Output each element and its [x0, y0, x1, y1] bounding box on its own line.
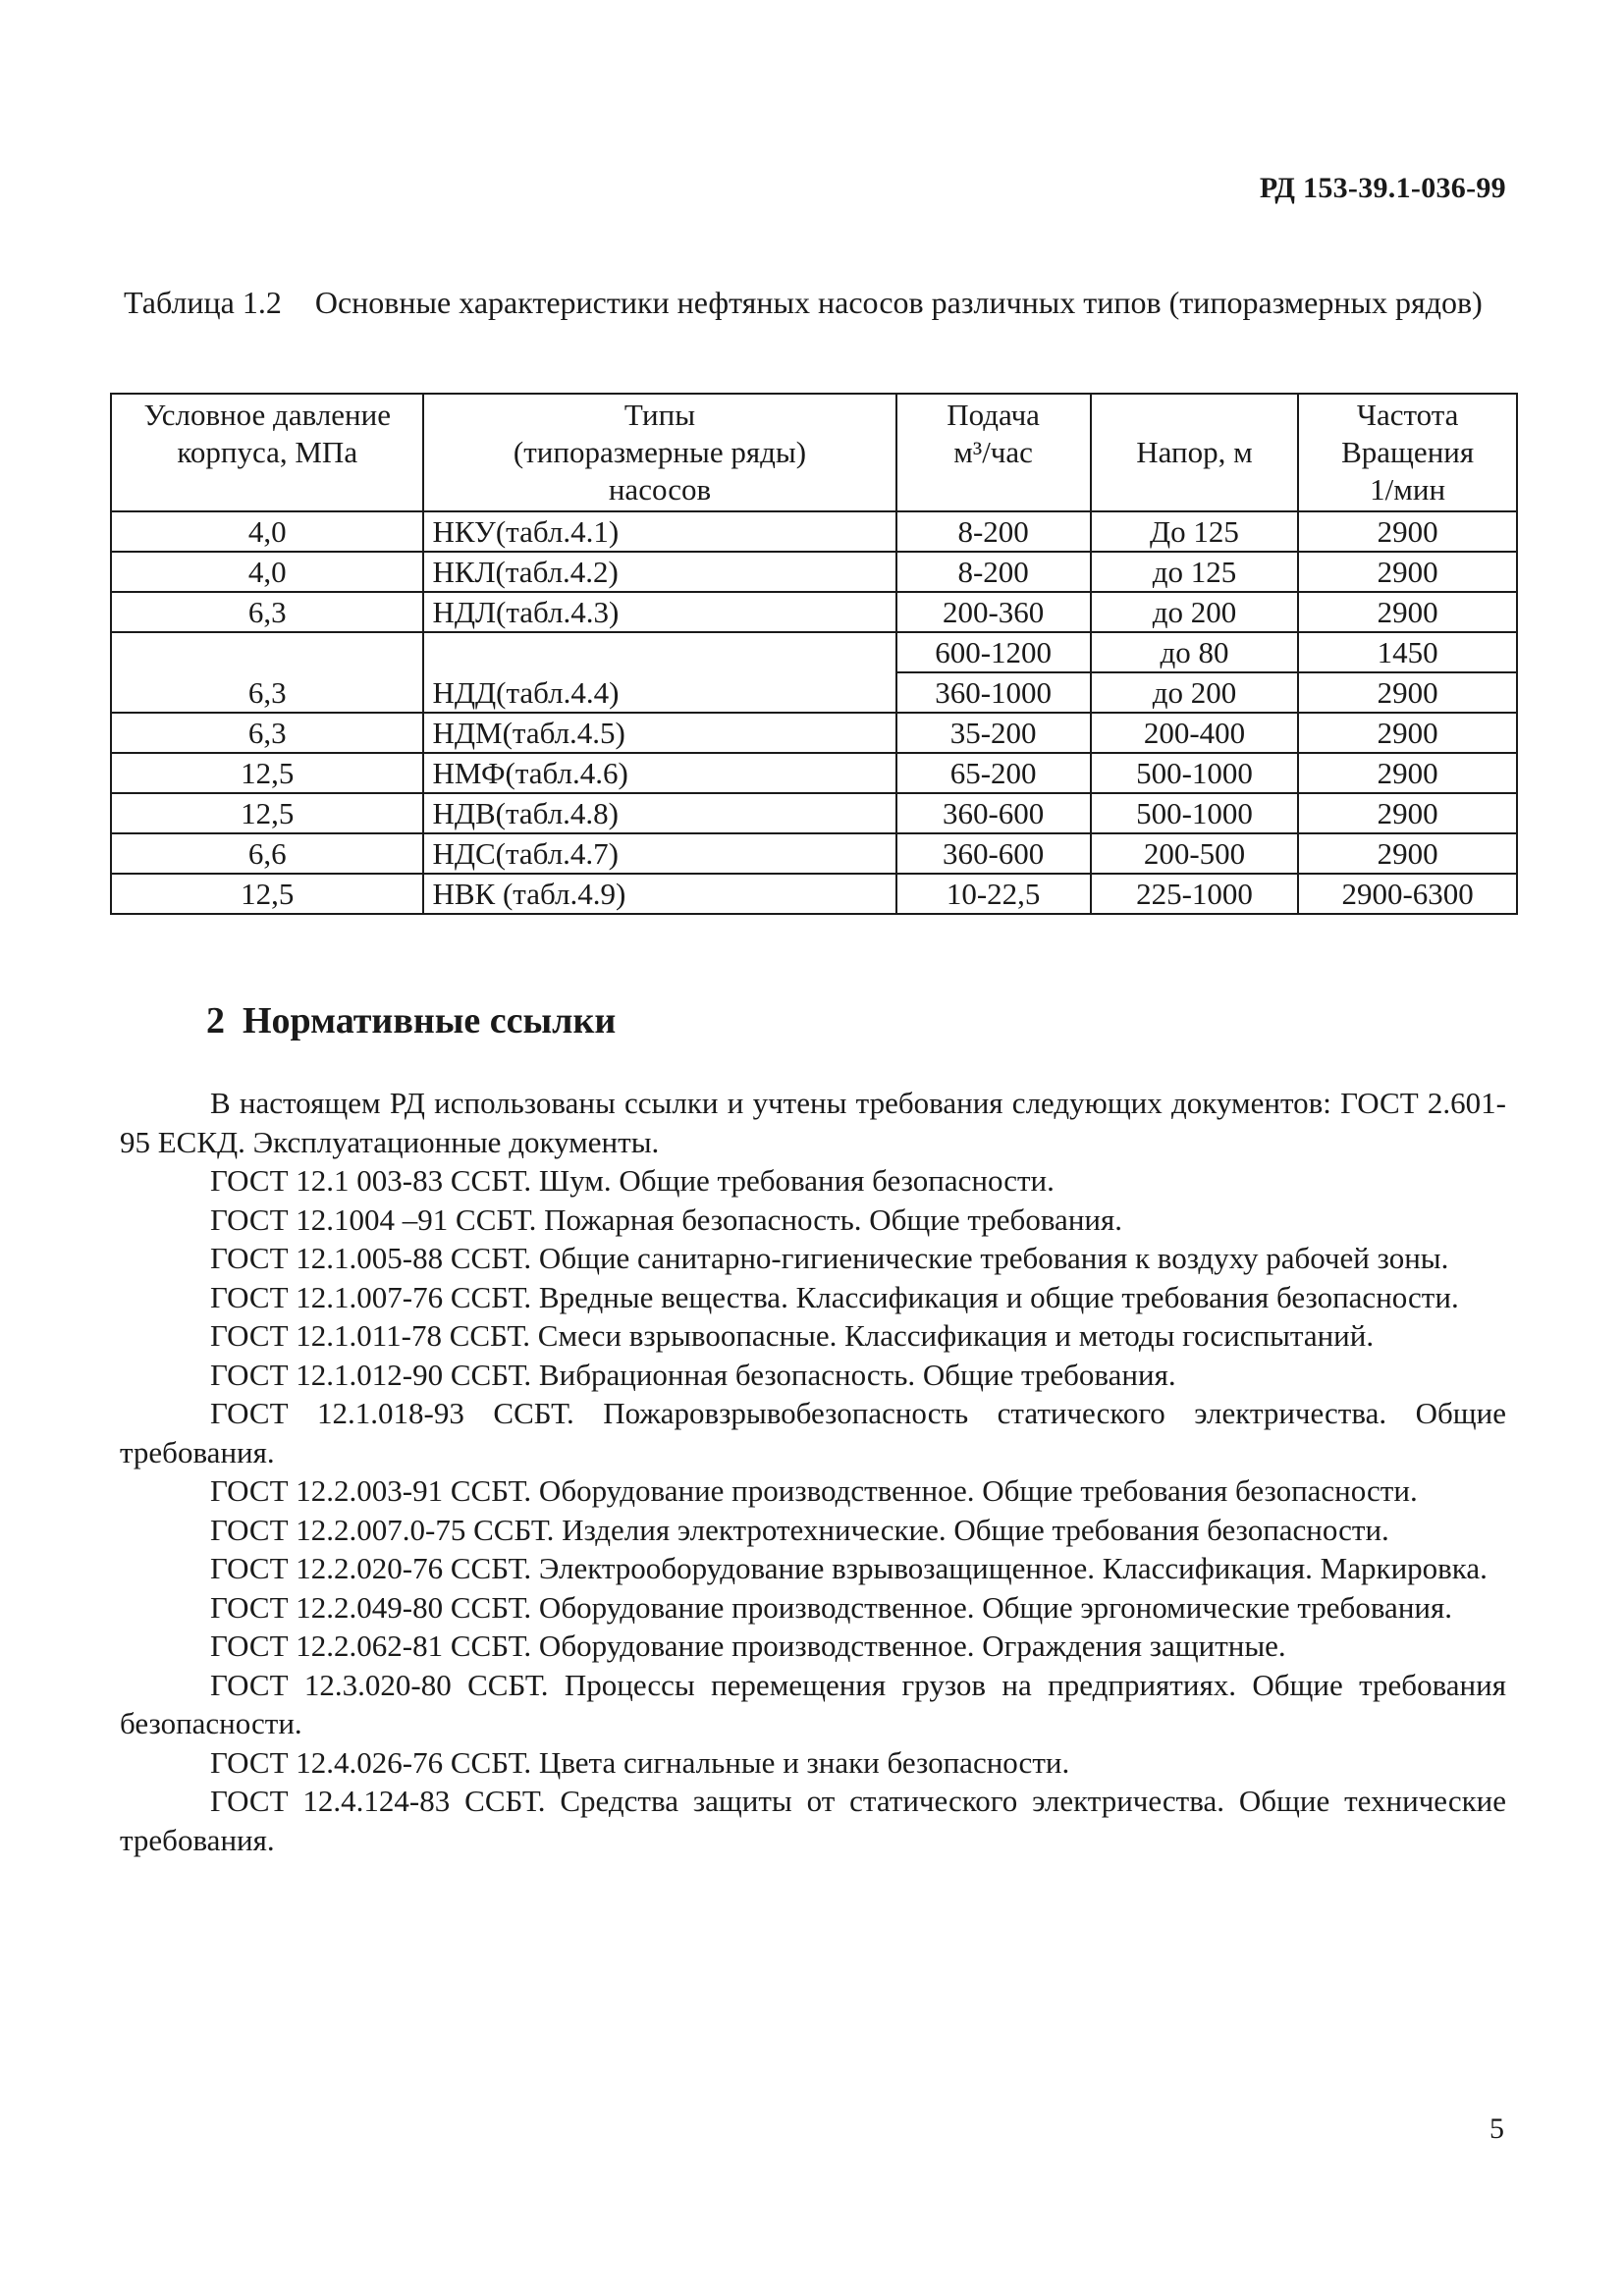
cell-flow: 360-600	[896, 833, 1091, 874]
reference-paragraph: ГОСТ 12.2.020-76 ССБТ. Электрооборудование взрывозащищенное. Классификация. Маркировка.	[210, 1551, 1488, 1585]
table-row	[111, 753, 1517, 793]
cell-head: До 125	[1091, 511, 1299, 552]
table-caption-text: Основные характеристики нефтяных насосов различных типов (типоразмерных рядов)	[314, 285, 1483, 320]
cell-type: НМФ(табл.4.6)	[423, 753, 895, 793]
cell-pressure: 12,5	[111, 874, 423, 914]
reference-paragraph: ГОСТ 12.2.062-81 ССБТ. Оборудование производственное. Ограждения защитные.	[210, 1629, 1286, 1663]
cell-flow: 600-1200	[896, 632, 1091, 672]
cell-head: до 80	[1091, 632, 1299, 672]
cell-pressure: 6,3	[111, 592, 423, 632]
cell-speed: 2900	[1298, 592, 1517, 632]
cell-speed: 2900	[1298, 511, 1517, 552]
cell-type: НКЛ(табл.4.2)	[423, 552, 895, 592]
header-speed	[1298, 394, 1517, 511]
cell-pressure: 6,3	[111, 713, 423, 753]
reference-paragraph: ГОСТ 12.4.026-76 ССБТ. Цвета сигнальные и знаки безопасности.	[210, 1744, 1070, 1780]
reference-paragraph: ГОСТ 12.3.020-80 ССБТ. Процессы перемещения грузов на предприятиях. Общие требования безопасности.	[120, 1667, 1506, 1740]
section-number: 2	[206, 1000, 225, 1041]
reference-paragraph: ГОСТ 12.2.003-91 ССБТ. Оборудование производственное. Общие требования безопасности.	[210, 1473, 1418, 1508]
reference-paragraph: ГОСТ 12.1.012-90 ССБТ. Вибрационная безопасность. Общие требования.	[210, 1357, 1176, 1392]
table-row	[111, 552, 1517, 592]
reference-paragraph: ГОСТ 12.4.124-83 ССБТ. Средства защиты от статического электричества. Общие технические требования.	[120, 1784, 1506, 1857]
page-number: 5	[1489, 2112, 1504, 2145]
cell-head: 500-1000	[1091, 753, 1299, 793]
header-pressure	[111, 394, 423, 511]
cell-speed: 2900	[1298, 753, 1517, 793]
cell-flow: 65-200	[896, 753, 1091, 793]
table-row	[111, 592, 1517, 632]
cell-type: НВК (табл.4.9)	[423, 874, 895, 914]
header-head-label: Напор, м	[1136, 435, 1253, 469]
header-types-line2: (типоразмерные ряды)	[513, 435, 807, 469]
reference-paragraph: ГОСТ 12.1004 –91 ССБТ. Пожарная безопасность. Общие требования.	[210, 1201, 1123, 1237]
table-row	[111, 632, 1517, 672]
header-types	[423, 394, 895, 511]
reference-paragraph: ГОСТ 12.1.007-76 ССБТ. Вредные вещества. Классификация и общие требования безопасности.	[210, 1279, 1459, 1314]
header-flow	[896, 394, 1091, 511]
cell-head: до 200	[1091, 592, 1299, 632]
header-types-line3: насосов	[608, 472, 712, 507]
cell-flow: 360-600	[896, 793, 1091, 833]
cell-speed: 2900	[1298, 833, 1517, 874]
cell-type: НДВ(табл.4.8)	[423, 793, 895, 833]
table-row	[111, 874, 1517, 914]
cell-flow: 8-200	[896, 552, 1091, 592]
cell-speed: 2900	[1298, 552, 1517, 592]
reference-paragraph: ГОСТ 12.1 003-83 ССБТ. Шум. Общие требования безопасности.	[210, 1163, 1055, 1198]
header-flow-line2: м³/час	[953, 435, 1033, 469]
cell-head: 500-1000	[1091, 793, 1299, 833]
table-row	[111, 833, 1517, 874]
cell-speed: 2900	[1298, 672, 1517, 713]
header-speed-line1: Частота	[1356, 398, 1459, 432]
cell-type: НДС(табл.4.7)	[423, 833, 895, 874]
document-code: РД 153-39.1-036-99	[1259, 172, 1506, 204]
cell-speed: 1450	[1298, 632, 1517, 672]
table-caption-number: Таблица 1.2	[124, 285, 282, 320]
reference-paragraph: ГОСТ 12.1.018-93 ССБТ. Пожаровзрывобезопасность статического электричества. Общие требования.	[120, 1396, 1506, 1469]
header-flow-line1: Подача	[947, 398, 1040, 432]
cell-pressure: 4,0	[111, 552, 423, 592]
cell-pressure: 6,3	[111, 632, 423, 713]
cell-speed: 2900-6300	[1298, 874, 1517, 914]
cell-flow: 360-1000	[896, 672, 1091, 713]
pump-specs-table	[110, 393, 1518, 915]
cell-pressure: 4,0	[111, 511, 423, 552]
header-pressure-line1: Условное давление	[143, 398, 391, 432]
cell-flow: 200-360	[896, 592, 1091, 632]
cell-pressure: 12,5	[111, 793, 423, 833]
cell-flow: 8-200	[896, 511, 1091, 552]
cell-pressure: 12,5	[111, 753, 423, 793]
header-speed-line2: Вращения	[1341, 435, 1475, 469]
cell-head: 200-400	[1091, 713, 1299, 753]
cell-head: до 125	[1091, 552, 1299, 592]
table-row	[111, 511, 1517, 552]
cell-type: НДМ(табл.4.5)	[423, 713, 895, 753]
reference-paragraph: ГОСТ 12.1.011-78 ССБТ. Смеси взрывоопасные. Классификация и методы госиспытаний.	[210, 1318, 1375, 1353]
cell-type: НДЛ(табл.4.3)	[423, 592, 895, 632]
table-row	[111, 793, 1517, 833]
cell-head: 225-1000	[1091, 874, 1299, 914]
section-title: Нормативные ссылки	[243, 1000, 617, 1041]
cell-flow: 10-22,5	[896, 874, 1091, 914]
header-head	[1091, 394, 1299, 511]
reference-paragraph: В настоящем РД использованы ссылки и учтены требования следующих документов: ГОСТ 2.601-95 ЕСКД. Эксплуатационные документы.	[120, 1086, 1506, 1159]
cell-speed: 2900	[1298, 713, 1517, 753]
cell-type: НДД(табл.4.4)	[423, 632, 895, 713]
cell-type: НКУ(табл.4.1)	[423, 511, 895, 552]
cell-flow: 35-200	[896, 713, 1091, 753]
cell-head: до 200	[1091, 672, 1299, 713]
cell-head: 200-500	[1091, 833, 1299, 874]
normative-references	[120, 1084, 1506, 1859]
table-header-row	[111, 394, 1517, 511]
table-row	[111, 713, 1517, 753]
table-caption	[124, 283, 1508, 322]
reference-paragraph: ГОСТ 12.2.049-80 ССБТ. Оборудование производственное. Общие эргономические требования.	[210, 1589, 1453, 1625]
section-heading	[206, 999, 616, 1042]
cell-speed: 2900	[1298, 793, 1517, 833]
header-pressure-line2: корпуса, МПа	[177, 435, 358, 469]
header-types-line1: Типы	[623, 398, 696, 432]
header-speed-line3: 1/мин	[1370, 472, 1446, 507]
reference-paragraph: ГОСТ 12.1.005-88 ССБТ. Общие санитарно-гигиенические требования к воздуху рабочей зоны.	[210, 1241, 1449, 1275]
reference-paragraph: ГОСТ 12.2.007.0-75 ССБТ. Изделия электротехнические. Общие требования безопасности.	[210, 1512, 1389, 1547]
cell-pressure: 6,6	[111, 833, 423, 874]
